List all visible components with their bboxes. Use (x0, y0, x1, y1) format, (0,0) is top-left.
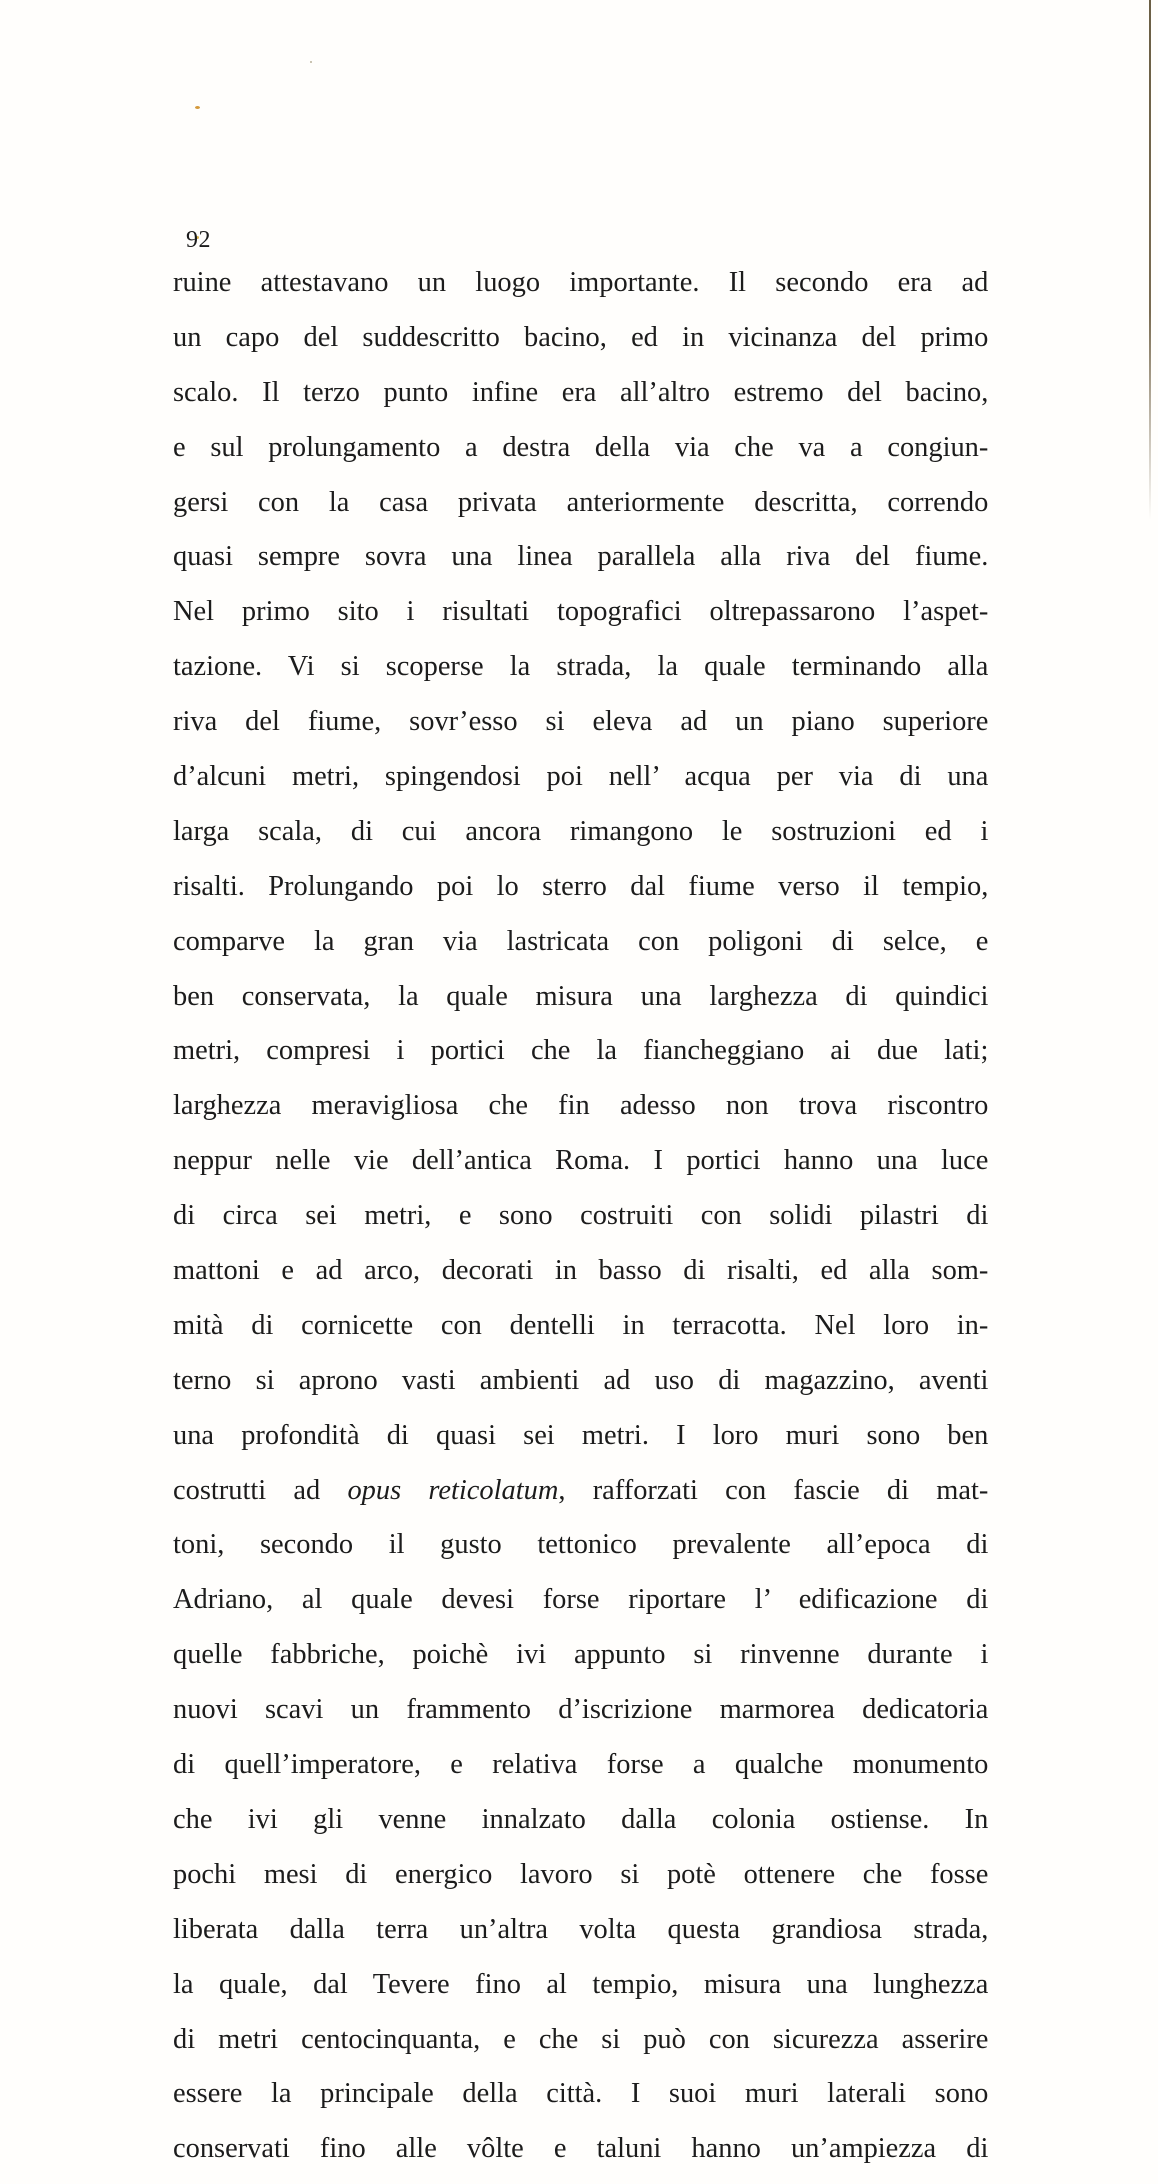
text-segment: liberata dalla terra un’altra volta questa grandiosa strada, (173, 1912, 989, 1945)
text-line (173, 977, 988, 1032)
text-line (173, 1416, 988, 1471)
text-line (173, 1471, 988, 1526)
text-line (173, 592, 988, 647)
text-line (173, 867, 988, 922)
text-segment: tazione. Vi si scoperse la strada, la quale terminando alla (173, 650, 989, 683)
text-segment: una profondità di quasi sei metri. I loro muri sono ben (173, 1418, 989, 1451)
text-line (173, 922, 988, 977)
text-line (173, 428, 988, 483)
text-line (173, 1361, 988, 1416)
text-segment: di circa sei metri, e sono costruiti con solidi pilastri di (173, 1199, 989, 1232)
page-edge-line (1149, 0, 1151, 520)
text-line (173, 812, 988, 867)
text-line (173, 1855, 988, 1910)
text-line (173, 483, 988, 538)
page-number: 92 (186, 227, 211, 253)
text-segment: conservati fino alle vôlte e taluni hanno un’ampiezza di (173, 2132, 989, 2165)
text-line (173, 2129, 988, 2184)
text-line (173, 1965, 988, 2020)
text-line (173, 1745, 988, 1800)
text-line (173, 1031, 988, 1086)
text-line (173, 537, 988, 592)
text-line (173, 757, 988, 812)
text-segment: nuovi scavi un frammento d’iscrizione marmorea dedicatoria (173, 1693, 989, 1726)
text-line (173, 1580, 988, 1635)
text-segment: ruine attestavano un luogo importante. Il secondo era ad (173, 266, 989, 298)
text-segment: quelle fabbriche, poichè ivi appunto si rinvenne durante i (173, 1638, 989, 1671)
text-segment: , rafforzati con fascie di mat- (558, 1473, 989, 1506)
text-segment: essere la principale della città. I suoi muri laterali sono (173, 2077, 989, 2110)
text-line (173, 2074, 988, 2129)
text-line (173, 1086, 988, 1141)
text-segment: riva del fiume, sovr’esso si eleva ad un piano superiore (173, 705, 989, 738)
text-line (173, 702, 988, 757)
text-line (173, 1910, 988, 1965)
text-line (173, 647, 988, 702)
text-segment: larga scala, di cui ancora rimangono le sostruzioni ed i (173, 814, 989, 847)
text-line (173, 1141, 988, 1196)
text-segment: un capo del suddescritto bacino, ed in vicinanza del primo (173, 320, 989, 353)
text-segment: quasi sempre sovra una linea parallela alla riva del fiume. (173, 540, 989, 573)
text-line (173, 1306, 988, 1361)
italic-term: opus reticolatum (347, 1473, 559, 1506)
text-segment: toni, secondo il gusto tettonico prevalente all’epoca di (173, 1528, 989, 1561)
text-line (173, 1251, 988, 1306)
text-segment: metri, compresi i portici che la fiancheggiano ai due lati; (173, 1034, 989, 1067)
text-line (173, 263, 988, 318)
text-segment: comparve la gran via lastricata con poligoni di selce, e (173, 924, 989, 957)
text-segment: gersi con la casa privata anteriormente descritta, correndo (173, 485, 989, 518)
text-segment: Adriano, al quale devesi forse riportare l’ edificazione di (173, 1583, 989, 1616)
text-line (173, 1800, 988, 1855)
text-segment: risalti. Prolungando poi lo sterro dal fiume verso il tempio, (173, 869, 989, 902)
text-segment: che ivi gli venne innalzato dalla colonia ostiense. In (173, 1802, 989, 1835)
text-segment: di metri centocinquanta, e che si può con sicurezza asserire (173, 2022, 989, 2055)
text-segment: Nel primo sito i risultati topografici oltrepassarono l’aspet- (173, 595, 989, 628)
text-segment: pochi mesi di energico lavoro si potè ottenere che fosse (173, 1857, 989, 1890)
text-line (173, 1196, 988, 1251)
text-segment: ben conservata, la quale misura una larghezza di quindici (173, 979, 989, 1012)
text-segment: mattoni e ad arco, decorati in basso di risalti, ed alla som- (173, 1254, 989, 1287)
text-line (173, 1525, 988, 1580)
text-segment: neppur nelle vie dell’antica Roma. I portici hanno una luce (173, 1144, 989, 1177)
text-segment: scalo. Il terzo punto infine era all’altro estremo del bacino, (173, 375, 989, 408)
text-segment: terno si aprono vasti ambienti ad uso di magazzino, aventi (173, 1363, 989, 1396)
foxing-spot (310, 61, 312, 63)
text-segment: e sul prolungamento a destra della via che va a congiun- (173, 430, 989, 463)
text-segment: mità di cornicette con dentelli in terracotta. Nel loro in- (173, 1308, 989, 1341)
text-line (173, 373, 988, 428)
text-segment: larghezza meravigliosa che fin adesso non trova riscontro (173, 1089, 989, 1122)
text-segment: la quale, dal Tevere fino al tempio, misura una lunghezza (173, 1967, 989, 2000)
text-line (173, 1690, 988, 1745)
text-segment: d’alcuni metri, spingendosi poi nell’ acqua per via di una (173, 760, 989, 793)
text-segment: costrutti ad (173, 1473, 348, 1506)
text-line (173, 2020, 988, 2075)
text-segment: di quell’imperatore, e relativa forse a qualche monumento (173, 1748, 989, 1781)
text-line (173, 1635, 988, 1690)
text-line (173, 318, 988, 373)
body-text (173, 263, 1005, 2184)
foxing-spot (195, 106, 200, 109)
